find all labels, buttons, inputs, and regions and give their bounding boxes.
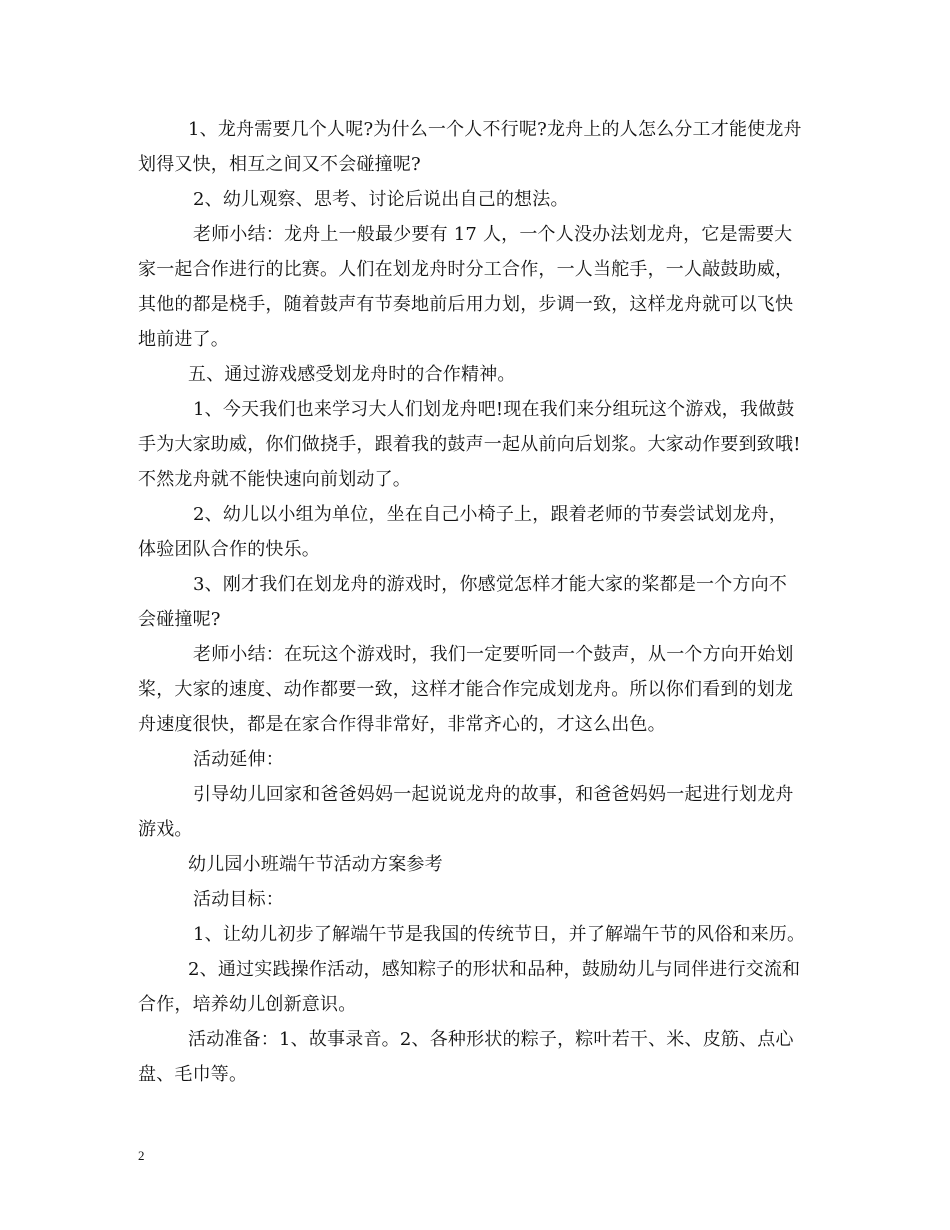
text-line: 舟速度很快，都是在家合作得非常好，非常齐心的，才这么出色。 bbox=[138, 714, 666, 735]
text-line: 桨，大家的速度、动作都要一致，这样才能合作完成划龙舟。所以你们看到的划龙 bbox=[138, 679, 794, 700]
page-number: 2 bbox=[138, 1148, 145, 1163]
text-line: 1、龙舟需要几个人呢?为什么一个人不行呢?龙舟上的人怎么分工才能使龙舟 bbox=[188, 119, 802, 140]
subheading: 活动目标： bbox=[193, 889, 284, 910]
text-line: 合作，培养幼儿创新意识。 bbox=[138, 994, 357, 1015]
section-heading: 五、通过游戏感受划龙舟时的合作精神。 bbox=[188, 364, 516, 385]
document-title: 幼儿园小班端午节活动方案参考 bbox=[188, 854, 443, 875]
text-line: 游戏。 bbox=[138, 819, 193, 840]
text-line: 老师小结：在玩这个游戏时，我们一定要听同一个鼓声，从一个方向开始划 bbox=[193, 644, 794, 665]
text-line: 3、刚才我们在划龙舟的游戏时，你感觉怎样才能大家的桨都是一个方向不 bbox=[193, 574, 788, 595]
text-line: 1、今天我们也来学习大人们划龙舟吧!现在我们来分组玩这个游戏，我做鼓 bbox=[193, 399, 795, 420]
text-line: 老师小结：龙舟上一般最少要有 17 人，一个人没办法划龙舟，它是需要大 bbox=[193, 224, 793, 245]
text-line: 2、幼儿观察、思考、讨论后说出自己的想法。 bbox=[193, 189, 569, 210]
text-line: 手为大家助威，你们做挠手，跟着我的鼓声一起从前向后划浆。大家动作要到致哦! bbox=[138, 434, 801, 455]
text-line: 盘、毛巾等。 bbox=[138, 1064, 248, 1085]
text-line: 不然龙舟就不能快速向前划动了。 bbox=[138, 469, 411, 490]
text-line: 划得又快，相互之间又不会碰撞呢? bbox=[138, 154, 421, 175]
text-line: 2、幼儿以小组为单位，坐在自己小椅子上，跟着老师的节奏尝试划龙舟， bbox=[193, 504, 788, 525]
text-line: 会碰撞呢? bbox=[138, 609, 221, 630]
text-line: 活动准备：1、故事录音。2、各种形状的粽子，粽叶若干、米、皮筋、点心 bbox=[188, 1029, 794, 1050]
text-line: 2、通过实践操作活动，感知粽子的形状和品种，鼓励幼儿与同伴进行交流和 bbox=[188, 959, 801, 980]
text-line: 体验团队合作的快乐。 bbox=[138, 539, 320, 560]
subheading: 活动延伸： bbox=[193, 749, 284, 770]
text-line: 引导幼儿回家和爸爸妈妈一起说说龙舟的故事，和爸爸妈妈一起进行划龙舟 bbox=[193, 784, 794, 805]
text-line: 1、让幼儿初步了解端午节是我国的传统节日，并了解端午节的风俗和来历。 bbox=[193, 924, 806, 945]
text-line: 其他的都是桡手，随着鼓声有节奏地前后用力划，步调一致，这样龙舟就可以飞快 bbox=[138, 294, 794, 315]
text-line: 家一起合作进行的比赛。人们在划龙舟时分工合作，一人当舵手，一人敲鼓助威， bbox=[138, 259, 794, 280]
text-line: 地前进了。 bbox=[138, 329, 229, 350]
